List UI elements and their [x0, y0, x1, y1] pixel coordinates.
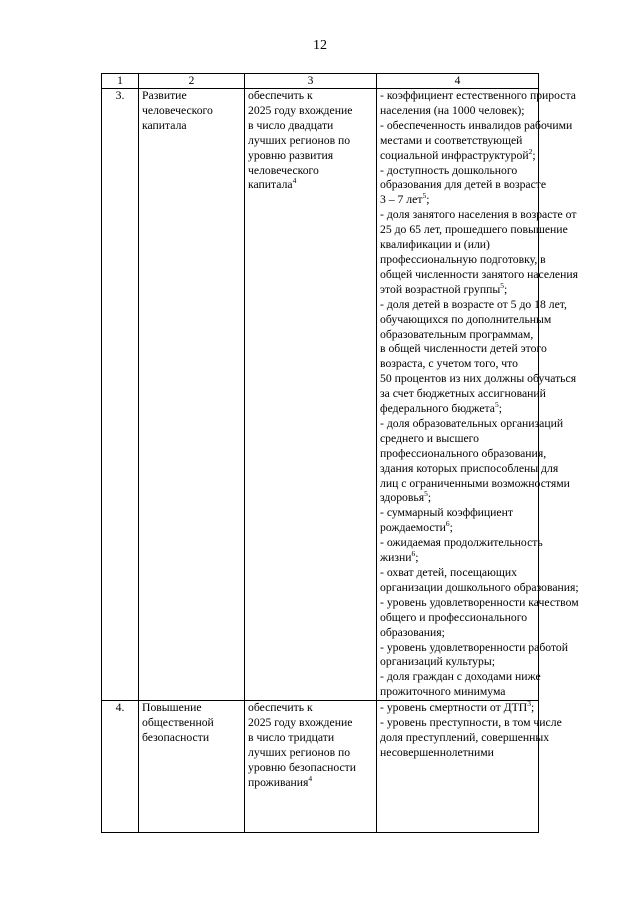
- indicator-text: среднего и высшего: [380, 431, 479, 445]
- cell-line: Развитие: [142, 89, 187, 102]
- indicator-text: здания которых приспособлены для: [380, 461, 559, 475]
- indicator-line: [380, 626, 535, 641]
- indicator-line: [380, 328, 535, 343]
- header-col-1: 1: [102, 74, 139, 89]
- indicator-line: [380, 178, 547, 193]
- indicator-line: [380, 595, 579, 611]
- indicator-line: [380, 521, 535, 536]
- indicator-line: [380, 506, 535, 521]
- indicator-text: 3 – 7 лет: [380, 193, 423, 207]
- indicator-text: рождаемости: [380, 521, 446, 535]
- indicator-text: обучающихся по дополнительным: [380, 312, 552, 326]
- indicator-line: [380, 357, 535, 372]
- indicator-line: [380, 387, 546, 402]
- indicator-text: - коэффициент естественного прироста: [380, 89, 576, 102]
- cell-line: уровню развития: [248, 148, 334, 162]
- indicator-text: - обеспеченность инвалидов рабочими: [380, 118, 573, 132]
- footnote-marker: 5: [422, 191, 427, 201]
- indicator-line: [380, 655, 535, 670]
- indicator-text: - доля детей в возрасте от 5 до 18 лет,: [380, 297, 567, 311]
- indicator-line: [380, 611, 535, 626]
- indicator-text: - ожидаемая продолжительность: [380, 536, 543, 550]
- footnote-marker: 4: [308, 773, 313, 783]
- indicator-text: - доля занятого населения в возрасте от: [380, 208, 577, 222]
- indicator-line: [380, 146, 536, 164]
- indicator-line: [380, 716, 562, 731]
- indicator-text: образования;: [380, 625, 445, 639]
- indicator-line: [380, 536, 543, 551]
- indicator-line: [380, 238, 535, 253]
- indicator-text: 50 процентов из них должны обучаться: [380, 372, 577, 386]
- indicator-line: [380, 164, 535, 179]
- goal-target: [245, 89, 377, 701]
- header-col-2: 2: [139, 74, 245, 89]
- punctuation: ;: [503, 282, 508, 296]
- indicator-text: жизни: [380, 551, 412, 565]
- cell-line: лучших регионов по: [248, 745, 351, 759]
- indicator-text: квалификации и (или): [380, 238, 490, 252]
- indicator-line: [380, 670, 541, 685]
- cell-line: в число тридцати: [248, 730, 335, 744]
- indicator-line: [380, 297, 567, 313]
- cell-line: общественной: [142, 716, 214, 730]
- goal-target: [245, 701, 377, 833]
- indicator-line: [380, 252, 546, 268]
- indicator-line: [380, 461, 559, 477]
- punctuation: ;: [426, 193, 430, 207]
- indicator-line: [380, 491, 535, 506]
- indicator-line: [380, 193, 535, 208]
- indicator-line: [380, 104, 535, 119]
- goal-indicators: [377, 89, 579, 701]
- indicator-line: [380, 208, 577, 223]
- indicator-line: [380, 280, 535, 298]
- punctuation: ;: [427, 491, 432, 505]
- indicator-text: - доля граждан с доходами ниже: [380, 670, 541, 684]
- indicator-text: возраста, с учетом того, что: [380, 357, 518, 371]
- footnote-marker: 6: [445, 519, 450, 529]
- indicator-text: - уровень удовлетворенности качеством: [380, 595, 579, 609]
- indicator-text: доля преступлений, совершенных: [380, 730, 550, 744]
- goal-name: [139, 701, 245, 833]
- indicator-text: здоровья: [380, 491, 425, 505]
- cell-line: уровню безопасности: [248, 760, 357, 774]
- indicator-line: [380, 551, 535, 566]
- indicator-text: социальной инфраструктурой: [380, 148, 529, 162]
- indicator-line: [380, 372, 577, 387]
- footnote-marker: 3: [527, 699, 531, 709]
- indicator-line: [380, 402, 535, 417]
- indicator-line: [380, 342, 547, 357]
- indicator-text: - суммарный коэффициент: [380, 506, 513, 520]
- indicator-text: образовательным программам,: [380, 327, 534, 341]
- cell-line: Повышение: [142, 701, 202, 715]
- goal-name: [139, 89, 245, 701]
- indicator-text: - доступность дошкольного: [380, 163, 518, 177]
- header-col-4: 4: [377, 74, 539, 89]
- indicator-text: профессиональную подготовку, в: [380, 252, 546, 266]
- punctuation: ;: [530, 701, 535, 715]
- row-number: 4.: [102, 701, 139, 833]
- indicator-text: организации дошкольного образования;: [380, 580, 579, 594]
- indicator-text: общего и профессионального: [380, 610, 528, 624]
- indicator-line: [380, 416, 564, 432]
- indicator-text: образования для детей в возрасте: [380, 178, 547, 192]
- indicator-line: [380, 267, 578, 283]
- indicator-line: [380, 89, 576, 104]
- goals-table: [101, 73, 579, 833]
- punctuation: ;: [449, 521, 453, 535]
- footnote-marker: 2: [528, 146, 533, 156]
- footnote-marker: 5: [500, 280, 504, 290]
- indicator-text: - уровень смертности от ДТП: [380, 701, 528, 715]
- indicator-line: [380, 685, 535, 700]
- cell-line: капитала: [142, 118, 187, 132]
- table-row: [102, 89, 539, 701]
- indicator-line: [380, 118, 573, 134]
- indicator-text: лиц с ограниченными возможностями: [380, 476, 570, 490]
- indicator-text: за счет бюджетных ассигнований: [380, 387, 546, 401]
- footnote-marker: 4: [292, 176, 297, 186]
- table-row: [102, 701, 539, 833]
- indicator-line: [380, 312, 552, 328]
- cell-line: капитала: [248, 178, 293, 192]
- indicator-line: [380, 432, 535, 447]
- indicator-text: - уровень удовлетворенности работой: [380, 640, 569, 654]
- cell-line: обеспечить к: [248, 89, 313, 102]
- table-header-row: [102, 74, 539, 89]
- cell-line: лучших регионов по: [248, 133, 351, 147]
- indicator-line: [380, 746, 535, 761]
- cell-line: обеспечить к: [248, 701, 313, 715]
- indicator-text: местами и соответствующей: [380, 133, 523, 147]
- punctuation: ;: [532, 148, 536, 162]
- indicator-text: этой возрастной группы: [380, 282, 501, 296]
- indicator-text: - доля образовательных организаций: [380, 416, 564, 430]
- cell-line: человеческого: [142, 103, 213, 117]
- indicator-line: [380, 730, 550, 746]
- punctuation: ;: [498, 402, 502, 416]
- header-col-3: 3: [245, 74, 377, 89]
- indicator-line: [380, 476, 570, 492]
- indicator-line: [380, 446, 547, 462]
- indicator-text: общей численности занятого населения: [380, 267, 578, 281]
- indicator-text: прожиточного минимума: [380, 685, 506, 699]
- cell-line: безопасности: [142, 730, 210, 744]
- cell-line: 2025 году вхождение: [248, 103, 353, 117]
- footnote-marker: 5: [424, 489, 428, 499]
- indicator-line: [380, 580, 579, 596]
- indicator-text: профессионального образования,: [380, 446, 547, 460]
- indicator-line: [380, 701, 535, 716]
- indicator-text: в общей численности детей этого: [380, 342, 547, 356]
- cell-line: человеческого: [248, 163, 319, 177]
- indicator-text: несовершеннолетними: [380, 745, 494, 759]
- indicator-text: федерального бюджета: [380, 402, 495, 416]
- goal-indicators: [377, 699, 562, 833]
- cell-line: проживания: [248, 775, 309, 789]
- indicator-text: - уровень преступности, в том числе: [380, 716, 562, 730]
- indicator-text: - охват детей, посещающих: [380, 566, 517, 579]
- row-number: 3.: [102, 89, 139, 701]
- cell-line: в число двадцати: [248, 118, 334, 132]
- indicator-line: [380, 134, 535, 149]
- page-number: 12: [313, 38, 327, 53]
- punctuation: ;: [415, 551, 419, 565]
- indicator-line: [380, 566, 535, 581]
- cell-line: 2025 году вхождение: [248, 716, 353, 730]
- footnote-marker: 6: [411, 549, 416, 559]
- footnote-marker: 5: [494, 400, 499, 410]
- indicator-text: 25 до 65 лет, прошедшего повышение: [380, 223, 568, 237]
- indicator-line: [380, 223, 568, 238]
- indicator-text: организаций культуры;: [380, 655, 495, 669]
- indicator-line: [380, 640, 569, 656]
- indicator-text: населения (на 1000 человек);: [380, 103, 525, 117]
